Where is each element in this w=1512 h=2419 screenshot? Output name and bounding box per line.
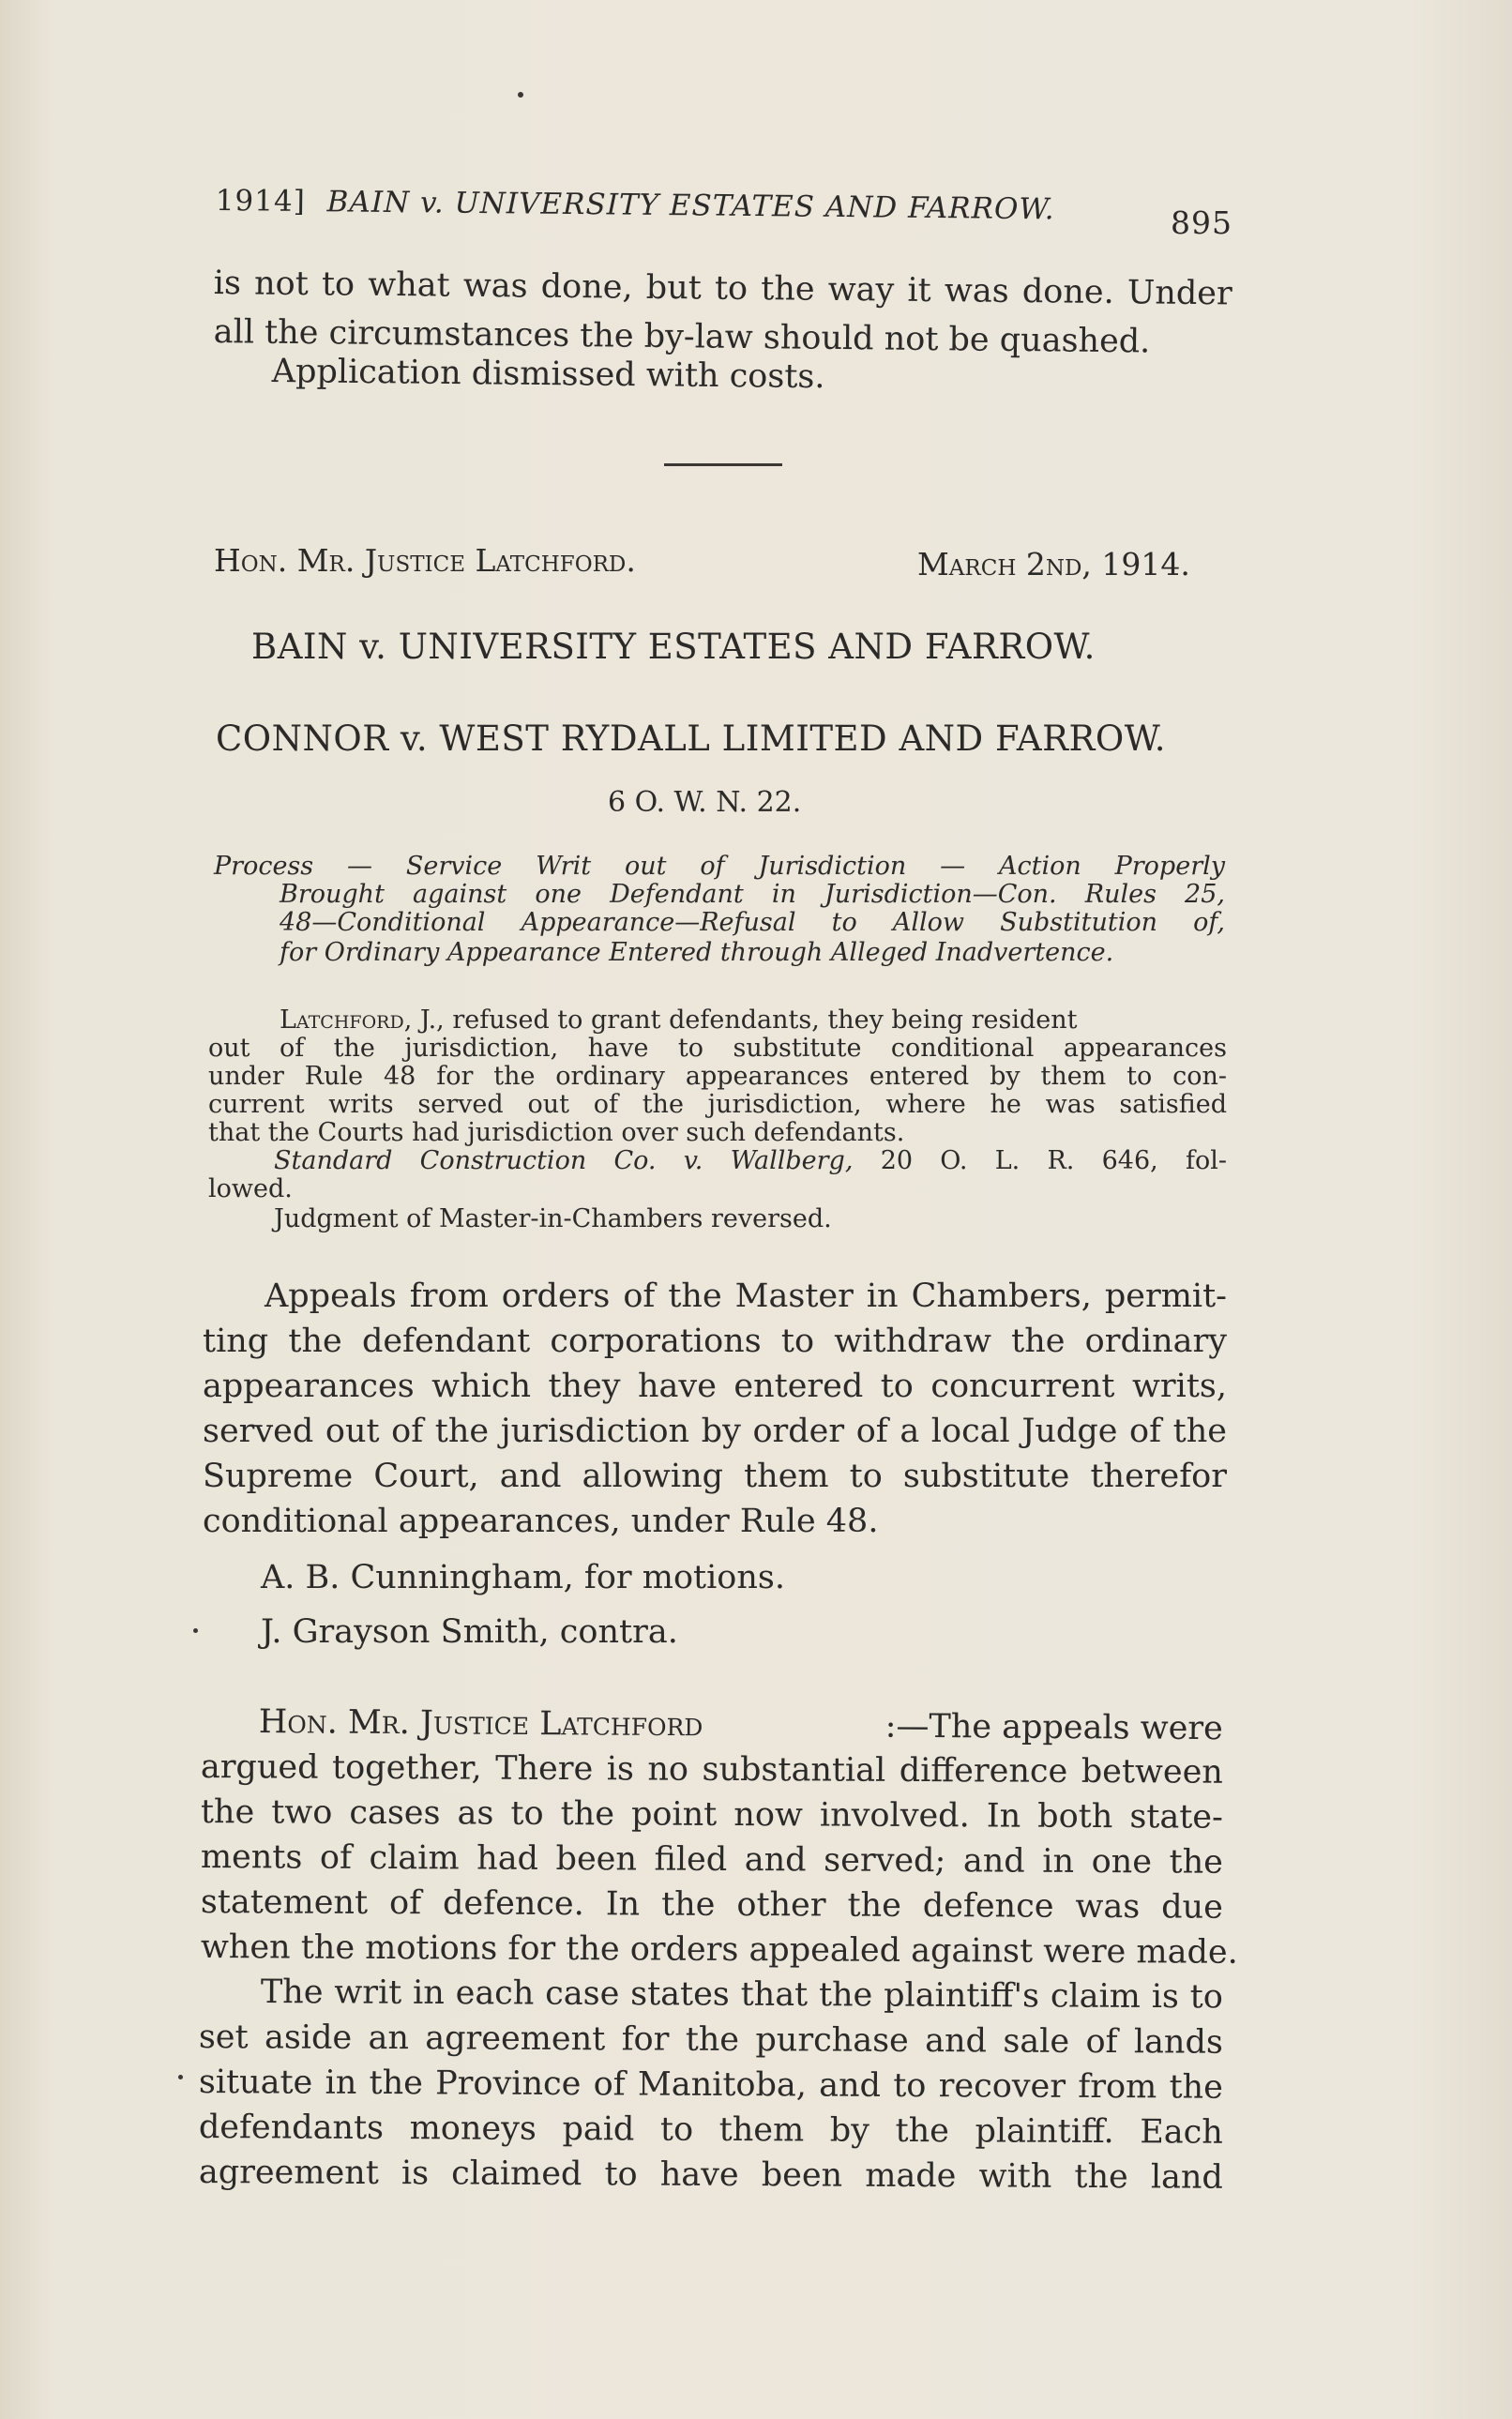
case-title-2: CONNOR v. WEST RYDALL LIMITED AND FARROW.	[216, 718, 1167, 759]
decision-date: March 2nd, 1914.	[917, 546, 1190, 582]
catchword-line: 48—Conditional Appearance—Refusal to Allow Substitution of,	[280, 908, 1225, 937]
continuation-line: is not to what was done, but to the way it was done. Under	[213, 265, 1232, 313]
summary-line: out of the jurisdiction, have to substitute conditional appearances	[208, 1034, 1227, 1063]
summary-line: that the Courts had jurisdiction over such defendants.	[208, 1118, 905, 1147]
header-year: 1914]	[215, 184, 306, 219]
summary-line: under Rule 48 for the ordinary appearances entered by them to con-	[208, 1062, 1227, 1091]
header-title: BAIN v. UNIVERSITY ESTATES AND FARROW.	[326, 185, 1055, 227]
counsel-line: A. B. Cunningham, for motions.	[261, 1559, 785, 1596]
judgment-opening-text: :—The appeals were	[885, 1707, 1223, 1748]
case-cited: Standard Construction Co. v. Wallberg,	[274, 1146, 854, 1175]
case-title-1: BAIN v. UNIVERSITY ESTATES AND FARROW.	[251, 627, 1096, 667]
judgment-line: agreement is claimed to have been made with the land	[198, 2154, 1223, 2197]
catchword-line: Process — Service Writ out of Jurisdiction — Action Properly	[214, 852, 1225, 881]
judgment-line: argued together, There is no substantial difference between	[200, 1748, 1223, 1792]
judge-line: Hon. Mr. Justice Latchford.	[214, 542, 636, 579]
judgment-line: when the motions for the orders appealed against were made.	[200, 1928, 1238, 1972]
judgment-line: situate in the Province of Manitoba, and to recover from the	[198, 2064, 1223, 2107]
counsel-line: J. Grayson Smith, contra.	[261, 1613, 678, 1651]
catchword-line: for Ordinary Appearance Entered through Alleged Inadvertence.	[280, 938, 1114, 967]
ink-speck	[518, 92, 523, 98]
case-cited-end: lowed.	[208, 1174, 293, 1203]
case-cited-ref: 20 O. L. R. 646, fol-	[880, 1146, 1227, 1175]
ink-speck	[178, 2075, 183, 2079]
judgment-opening	[259, 1703, 1223, 1747]
summary-text: , J., refused to grant defendants, they being resident	[403, 1005, 1078, 1035]
report-citation: 6 O. W. N. 22.	[608, 786, 802, 819]
judgment-line: set aside an agreement for the purchase and sale of lands	[198, 2018, 1223, 2062]
section-divider	[664, 463, 782, 466]
statement-line: Supreme Court, and allowing them to substitute therefor	[203, 1458, 1227, 1495]
statement-line: conditional appearances, under Rule 48.	[203, 1503, 879, 1540]
ink-speck	[193, 1628, 198, 1633]
statement-line: served out of the jurisdiction by order of a local Judge of the	[203, 1413, 1227, 1450]
continuation-line: all the circumstances the by-law should not be quashed.	[213, 313, 1151, 361]
statement-line: ting the defendant corporations to withdraw the ordinary	[203, 1323, 1227, 1360]
catchword-line: Brought against one Defendant in Jurisdiction—Con. Rules 25,	[280, 880, 1225, 909]
judgment-line: ments of claim had been filed and served; and in one the	[200, 1838, 1223, 1882]
summary-line: current writs served out of the jurisdiction, where he was satisfied	[208, 1090, 1227, 1119]
statement-line: Appeals from orders of the Master in Chambers, permit-	[265, 1278, 1227, 1315]
statement-line: appearances which they have entered to concurrent writs,	[203, 1368, 1227, 1405]
page-number: 895	[1171, 204, 1232, 241]
running-header	[216, 184, 1055, 226]
disposition: Application dismissed with costs.	[271, 353, 825, 397]
summary-line	[280, 1005, 1077, 1035]
judgment-line: the two cases as to the point now involved. In both state-	[200, 1793, 1223, 1837]
judgment-judge: Hon. Mr. Justice Latchford	[258, 1703, 703, 1745]
judgment-line: statement of defence. In the other the defence was due	[200, 1883, 1223, 1927]
headnote-result: Judgment of Master-in-Chambers reversed.	[274, 1204, 832, 1233]
case-cited-line	[274, 1146, 1227, 1175]
judgment-line: defendants moneys paid to them by the plaintiff. Each	[198, 2109, 1223, 2152]
judgment-line: The writ in each case states that the plaintiff's claim is to	[260, 1973, 1223, 2017]
summary-judge: Latchford	[280, 1005, 404, 1035]
